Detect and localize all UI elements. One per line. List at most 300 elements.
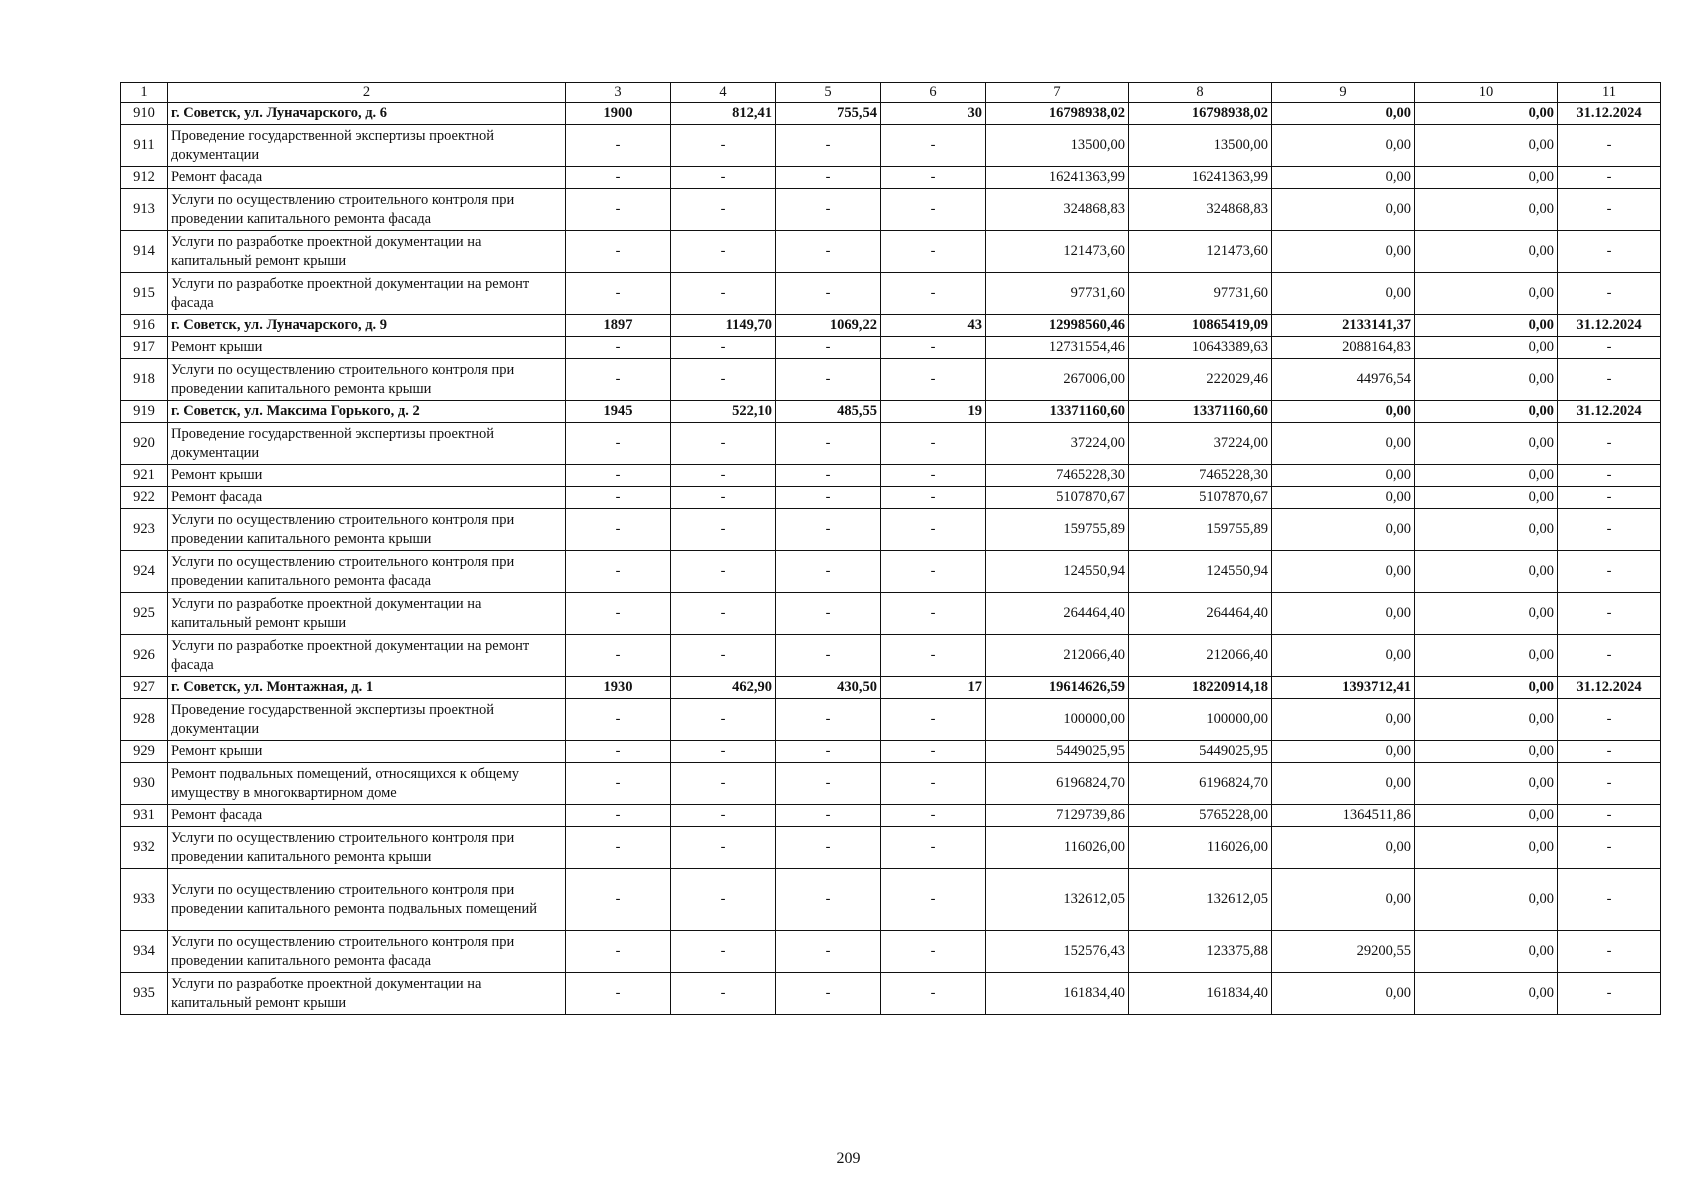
value-cell: -: [881, 189, 986, 231]
value-cell: -: [881, 869, 986, 931]
row-number-cell: 921: [121, 465, 168, 487]
value-cell: -: [776, 699, 881, 741]
value-cell: 13500,00: [1129, 125, 1272, 167]
value-cell: 0,00: [1272, 465, 1415, 487]
row-number-cell: 922: [121, 487, 168, 509]
value-cell: 97731,60: [1129, 273, 1272, 315]
value-cell: 0,00: [1415, 593, 1558, 635]
value-cell: 0,00: [1415, 103, 1558, 125]
value-cell: -: [671, 763, 776, 805]
value-cell: 16241363,99: [1129, 167, 1272, 189]
value-cell: 755,54: [776, 103, 881, 125]
value-cell: -: [881, 763, 986, 805]
value-cell: -: [671, 125, 776, 167]
value-cell: 124550,94: [1129, 551, 1272, 593]
work-item-row: [121, 593, 1661, 635]
value-cell: -: [671, 931, 776, 973]
value-cell: -: [1558, 763, 1661, 805]
value-cell: 0,00: [1272, 699, 1415, 741]
value-cell: 19: [881, 401, 986, 423]
description-cell: г. Советск, ул. Монтажная, д. 1: [168, 677, 566, 699]
value-cell: -: [881, 359, 986, 401]
value-cell: -: [1558, 931, 1661, 973]
value-cell: 0,00: [1415, 551, 1558, 593]
work-item-row: [121, 699, 1661, 741]
value-cell: -: [881, 635, 986, 677]
value-cell: -: [776, 931, 881, 973]
value-cell: 29200,55: [1272, 931, 1415, 973]
work-item-row: [121, 273, 1661, 315]
value-cell: -: [566, 931, 671, 973]
value-cell: 16798938,02: [1129, 103, 1272, 125]
value-cell: -: [881, 699, 986, 741]
value-cell: -: [881, 551, 986, 593]
work-item-row: [121, 465, 1661, 487]
value-cell: -: [881, 805, 986, 827]
value-cell: -: [566, 593, 671, 635]
value-cell: 430,50: [776, 677, 881, 699]
description-cell: г. Советск, ул. Луначарского, д. 6: [168, 103, 566, 125]
description-cell: Проведение государственной экспертизы проектной документации: [168, 423, 566, 465]
value-cell: -: [776, 465, 881, 487]
value-cell: -: [1558, 423, 1661, 465]
value-cell: 31.12.2024: [1558, 103, 1661, 125]
description-cell: Услуги по разработке проектной документации на ремонт фасада: [168, 635, 566, 677]
value-cell: 12998560,46: [986, 315, 1129, 337]
value-cell: -: [566, 763, 671, 805]
value-cell: -: [881, 273, 986, 315]
value-cell: 0,00: [1415, 763, 1558, 805]
value-cell: 121473,60: [1129, 231, 1272, 273]
value-cell: -: [776, 423, 881, 465]
value-cell: 16798938,02: [986, 103, 1129, 125]
description-cell: Услуги по осуществлению строительного контроля при проведении капитального ремонта крыши: [168, 827, 566, 869]
value-cell: -: [566, 827, 671, 869]
value-cell: -: [671, 189, 776, 231]
value-cell: -: [776, 273, 881, 315]
address-row: [121, 103, 1661, 125]
description-cell: Ремонт фасада: [168, 805, 566, 827]
value-cell: -: [566, 125, 671, 167]
value-cell: -: [1558, 805, 1661, 827]
work-item-row: [121, 741, 1661, 763]
value-cell: -: [566, 465, 671, 487]
value-cell: 123375,88: [1129, 931, 1272, 973]
value-cell: 116026,00: [1129, 827, 1272, 869]
value-cell: -: [671, 167, 776, 189]
description-cell: Услуги по разработке проектной документации на капитальный ремонт крыши: [168, 593, 566, 635]
value-cell: 159755,89: [986, 509, 1129, 551]
column-number-header: 2: [168, 83, 566, 103]
value-cell: 1364511,86: [1272, 805, 1415, 827]
value-cell: 0,00: [1272, 827, 1415, 869]
description-cell: Услуги по осуществлению строительного контроля при проведении капитального ремонта крыши: [168, 509, 566, 551]
value-cell: -: [566, 699, 671, 741]
value-cell: -: [1558, 509, 1661, 551]
column-number-header-row: [121, 83, 1661, 103]
description-cell: г. Советск, ул. Луначарского, д. 9: [168, 315, 566, 337]
description-cell: г. Советск, ул. Максима Горького, д. 2: [168, 401, 566, 423]
value-cell: -: [1558, 551, 1661, 593]
value-cell: -: [671, 273, 776, 315]
value-cell: -: [671, 359, 776, 401]
value-cell: 16241363,99: [986, 167, 1129, 189]
value-cell: -: [1558, 869, 1661, 931]
work-item-row: [121, 487, 1661, 509]
value-cell: 12731554,46: [986, 337, 1129, 359]
value-cell: -: [671, 231, 776, 273]
value-cell: 0,00: [1415, 125, 1558, 167]
value-cell: 10865419,09: [1129, 315, 1272, 337]
work-item-row: [121, 423, 1661, 465]
value-cell: 0,00: [1415, 635, 1558, 677]
value-cell: 0,00: [1272, 973, 1415, 1015]
value-cell: -: [776, 635, 881, 677]
value-cell: 43: [881, 315, 986, 337]
value-cell: 0,00: [1272, 551, 1415, 593]
row-number-cell: 918: [121, 359, 168, 401]
address-row: [121, 315, 1661, 337]
value-cell: 0,00: [1415, 401, 1558, 423]
value-cell: -: [671, 827, 776, 869]
work-item-row: [121, 125, 1661, 167]
value-cell: 0,00: [1415, 189, 1558, 231]
description-cell: Услуги по разработке проектной документации на капитальный ремонт крыши: [168, 973, 566, 1015]
work-item-row: [121, 551, 1661, 593]
value-cell: -: [1558, 827, 1661, 869]
value-cell: 97731,60: [986, 273, 1129, 315]
value-cell: -: [566, 973, 671, 1015]
row-number-cell: 912: [121, 167, 168, 189]
value-cell: -: [671, 423, 776, 465]
row-number-cell: 920: [121, 423, 168, 465]
value-cell: -: [1558, 167, 1661, 189]
row-number-cell: 927: [121, 677, 168, 699]
column-number-header: 5: [776, 83, 881, 103]
work-item-row: [121, 189, 1661, 231]
value-cell: 100000,00: [986, 699, 1129, 741]
value-cell: -: [1558, 465, 1661, 487]
work-item-row: [121, 973, 1661, 1015]
row-number-cell: 924: [121, 551, 168, 593]
row-number-cell: 910: [121, 103, 168, 125]
row-number-cell: 928: [121, 699, 168, 741]
value-cell: 0,00: [1272, 273, 1415, 315]
value-cell: -: [1558, 635, 1661, 677]
value-cell: 1900: [566, 103, 671, 125]
value-cell: -: [566, 487, 671, 509]
value-cell: 0,00: [1415, 973, 1558, 1015]
value-cell: -: [776, 869, 881, 931]
value-cell: -: [1558, 699, 1661, 741]
work-item-row: [121, 231, 1661, 273]
value-cell: 31.12.2024: [1558, 677, 1661, 699]
description-cell: Ремонт фасада: [168, 167, 566, 189]
value-cell: 0,00: [1415, 741, 1558, 763]
value-cell: -: [1558, 741, 1661, 763]
value-cell: 522,10: [671, 401, 776, 423]
value-cell: -: [881, 593, 986, 635]
value-cell: 132612,05: [1129, 869, 1272, 931]
description-cell: Услуги по осуществлению строительного контроля при проведении капитального ремонта фасада: [168, 551, 566, 593]
value-cell: -: [881, 487, 986, 509]
value-cell: -: [566, 337, 671, 359]
value-cell: 1945: [566, 401, 671, 423]
value-cell: -: [671, 741, 776, 763]
value-cell: 1897: [566, 315, 671, 337]
value-cell: 0,00: [1415, 167, 1558, 189]
value-cell: 1149,70: [671, 315, 776, 337]
value-cell: -: [776, 805, 881, 827]
value-cell: -: [1558, 487, 1661, 509]
value-cell: 18220914,18: [1129, 677, 1272, 699]
description-cell: Проведение государственной экспертизы проектной документации: [168, 125, 566, 167]
work-item-row: [121, 635, 1661, 677]
value-cell: 13371160,60: [986, 401, 1129, 423]
value-cell: 0,00: [1272, 167, 1415, 189]
value-cell: 0,00: [1272, 401, 1415, 423]
row-number-cell: 911: [121, 125, 168, 167]
value-cell: -: [776, 337, 881, 359]
work-item-row: [121, 805, 1661, 827]
value-cell: -: [566, 273, 671, 315]
value-cell: 2133141,37: [1272, 315, 1415, 337]
value-cell: 124550,94: [986, 551, 1129, 593]
value-cell: -: [566, 805, 671, 827]
work-item-row: [121, 359, 1661, 401]
value-cell: 0,00: [1415, 423, 1558, 465]
row-number-cell: 933: [121, 869, 168, 931]
value-cell: 30: [881, 103, 986, 125]
value-cell: 0,00: [1272, 125, 1415, 167]
row-number-cell: 925: [121, 593, 168, 635]
value-cell: -: [776, 827, 881, 869]
value-cell: 121473,60: [986, 231, 1129, 273]
value-cell: -: [1558, 189, 1661, 231]
value-cell: -: [671, 805, 776, 827]
value-cell: 0,00: [1272, 593, 1415, 635]
row-number-cell: 931: [121, 805, 168, 827]
value-cell: 0,00: [1272, 509, 1415, 551]
description-cell: Ремонт крыши: [168, 465, 566, 487]
row-number-cell: 926: [121, 635, 168, 677]
value-cell: 0,00: [1415, 465, 1558, 487]
column-number-header: 6: [881, 83, 986, 103]
value-cell: -: [1558, 273, 1661, 315]
value-cell: 0,00: [1272, 869, 1415, 931]
value-cell: 13371160,60: [1129, 401, 1272, 423]
value-cell: -: [566, 869, 671, 931]
value-cell: 0,00: [1272, 635, 1415, 677]
column-number-header: 9: [1272, 83, 1415, 103]
row-number-cell: 930: [121, 763, 168, 805]
description-cell: Ремонт фасада: [168, 487, 566, 509]
value-cell: 0,00: [1272, 423, 1415, 465]
row-number-cell: 916: [121, 315, 168, 337]
value-cell: 0,00: [1415, 805, 1558, 827]
value-cell: 0,00: [1415, 869, 1558, 931]
value-cell: 0,00: [1415, 337, 1558, 359]
value-cell: 5449025,95: [1129, 741, 1272, 763]
work-item-row: [121, 763, 1661, 805]
value-cell: -: [881, 465, 986, 487]
value-cell: 17: [881, 677, 986, 699]
value-cell: -: [1558, 337, 1661, 359]
value-cell: 1069,22: [776, 315, 881, 337]
row-number-cell: 929: [121, 741, 168, 763]
value-cell: 0,00: [1415, 231, 1558, 273]
value-cell: 0,00: [1415, 699, 1558, 741]
value-cell: 462,90: [671, 677, 776, 699]
value-cell: -: [881, 931, 986, 973]
description-cell: Услуги по осуществлению строительного контроля при проведении капитального ремонта подвальных помещений: [168, 869, 566, 931]
work-item-row: [121, 167, 1661, 189]
value-cell: -: [881, 827, 986, 869]
value-cell: 0,00: [1415, 359, 1558, 401]
description-cell: Ремонт крыши: [168, 337, 566, 359]
value-cell: -: [566, 551, 671, 593]
work-item-row: [121, 337, 1661, 359]
value-cell: -: [881, 125, 986, 167]
value-cell: 37224,00: [986, 423, 1129, 465]
value-cell: -: [1558, 973, 1661, 1015]
value-cell: 152576,43: [986, 931, 1129, 973]
value-cell: -: [671, 337, 776, 359]
value-cell: -: [566, 741, 671, 763]
column-number-header: 11: [1558, 83, 1661, 103]
row-number-cell: 932: [121, 827, 168, 869]
value-cell: 159755,89: [1129, 509, 1272, 551]
value-cell: 161834,40: [1129, 973, 1272, 1015]
value-cell: -: [671, 487, 776, 509]
value-cell: -: [566, 359, 671, 401]
value-cell: 6196824,70: [986, 763, 1129, 805]
value-cell: 10643389,63: [1129, 337, 1272, 359]
value-cell: 0,00: [1415, 487, 1558, 509]
column-number-header: 7: [986, 83, 1129, 103]
description-cell: Услуги по осуществлению строительного контроля при проведении капитального ремонта фасада: [168, 189, 566, 231]
work-item-row: [121, 869, 1661, 931]
column-number-header: 8: [1129, 83, 1272, 103]
value-cell: -: [881, 509, 986, 551]
value-cell: -: [566, 167, 671, 189]
value-cell: -: [776, 763, 881, 805]
page-number: 209: [836, 1150, 861, 1167]
value-cell: -: [566, 423, 671, 465]
value-cell: 6196824,70: [1129, 763, 1272, 805]
value-cell: 324868,83: [986, 189, 1129, 231]
value-cell: 0,00: [1415, 677, 1558, 699]
value-cell: 1930: [566, 677, 671, 699]
value-cell: 264464,40: [1129, 593, 1272, 635]
value-cell: 132612,05: [986, 869, 1129, 931]
value-cell: -: [1558, 125, 1661, 167]
value-cell: -: [881, 973, 986, 1015]
value-cell: -: [776, 231, 881, 273]
row-number-cell: 917: [121, 337, 168, 359]
value-cell: -: [776, 167, 881, 189]
address-row: [121, 677, 1661, 699]
value-cell: -: [566, 635, 671, 677]
value-cell: -: [671, 973, 776, 1015]
work-item-row: [121, 931, 1661, 973]
value-cell: 7465228,30: [986, 465, 1129, 487]
value-cell: -: [566, 231, 671, 273]
row-number-cell: 914: [121, 231, 168, 273]
value-cell: 116026,00: [986, 827, 1129, 869]
value-cell: -: [881, 423, 986, 465]
value-cell: -: [671, 635, 776, 677]
table-body: [121, 83, 1661, 1015]
value-cell: 13500,00: [986, 125, 1129, 167]
value-cell: -: [776, 509, 881, 551]
value-cell: 31.12.2024: [1558, 315, 1661, 337]
row-number-cell: 919: [121, 401, 168, 423]
value-cell: 0,00: [1415, 509, 1558, 551]
value-cell: 324868,83: [1129, 189, 1272, 231]
value-cell: -: [671, 509, 776, 551]
value-cell: -: [671, 699, 776, 741]
value-cell: 5765228,00: [1129, 805, 1272, 827]
value-cell: -: [1558, 359, 1661, 401]
value-cell: -: [881, 741, 986, 763]
value-cell: 222029,46: [1129, 359, 1272, 401]
value-cell: 7129739,86: [986, 805, 1129, 827]
description-cell: Услуги по осуществлению строительного контроля при проведении капитального ремонта крыши: [168, 359, 566, 401]
value-cell: 267006,00: [986, 359, 1129, 401]
value-cell: -: [776, 487, 881, 509]
description-cell: Услуги по осуществлению строительного контроля при проведении капитального ремонта фасада: [168, 931, 566, 973]
value-cell: -: [776, 741, 881, 763]
value-cell: 44976,54: [1272, 359, 1415, 401]
value-cell: 100000,00: [1129, 699, 1272, 741]
value-cell: 485,55: [776, 401, 881, 423]
value-cell: 812,41: [671, 103, 776, 125]
value-cell: 161834,40: [986, 973, 1129, 1015]
value-cell: 1393712,41: [1272, 677, 1415, 699]
column-number-header: 1: [121, 83, 168, 103]
value-cell: -: [1558, 231, 1661, 273]
budget-table: [120, 82, 1661, 1015]
value-cell: -: [1558, 593, 1661, 635]
value-cell: 212066,40: [986, 635, 1129, 677]
value-cell: -: [671, 593, 776, 635]
value-cell: -: [776, 189, 881, 231]
value-cell: 0,00: [1415, 931, 1558, 973]
work-item-row: [121, 509, 1661, 551]
column-number-header: 4: [671, 83, 776, 103]
value-cell: 7465228,30: [1129, 465, 1272, 487]
value-cell: -: [881, 337, 986, 359]
row-number-cell: 913: [121, 189, 168, 231]
value-cell: 2088164,83: [1272, 337, 1415, 359]
value-cell: 0,00: [1272, 231, 1415, 273]
address-row: [121, 401, 1661, 423]
value-cell: 0,00: [1272, 103, 1415, 125]
value-cell: 0,00: [1272, 487, 1415, 509]
description-cell: Ремонт подвальных помещений, относящихся к общему имуществу в многоквартирном доме: [168, 763, 566, 805]
value-cell: -: [776, 973, 881, 1015]
row-number-cell: 915: [121, 273, 168, 315]
column-number-header: 3: [566, 83, 671, 103]
value-cell: -: [776, 359, 881, 401]
value-cell: -: [566, 189, 671, 231]
value-cell: 0,00: [1272, 763, 1415, 805]
value-cell: -: [776, 551, 881, 593]
value-cell: -: [776, 593, 881, 635]
description-cell: Услуги по разработке проектной документации на капитальный ремонт крыши: [168, 231, 566, 273]
value-cell: 264464,40: [986, 593, 1129, 635]
